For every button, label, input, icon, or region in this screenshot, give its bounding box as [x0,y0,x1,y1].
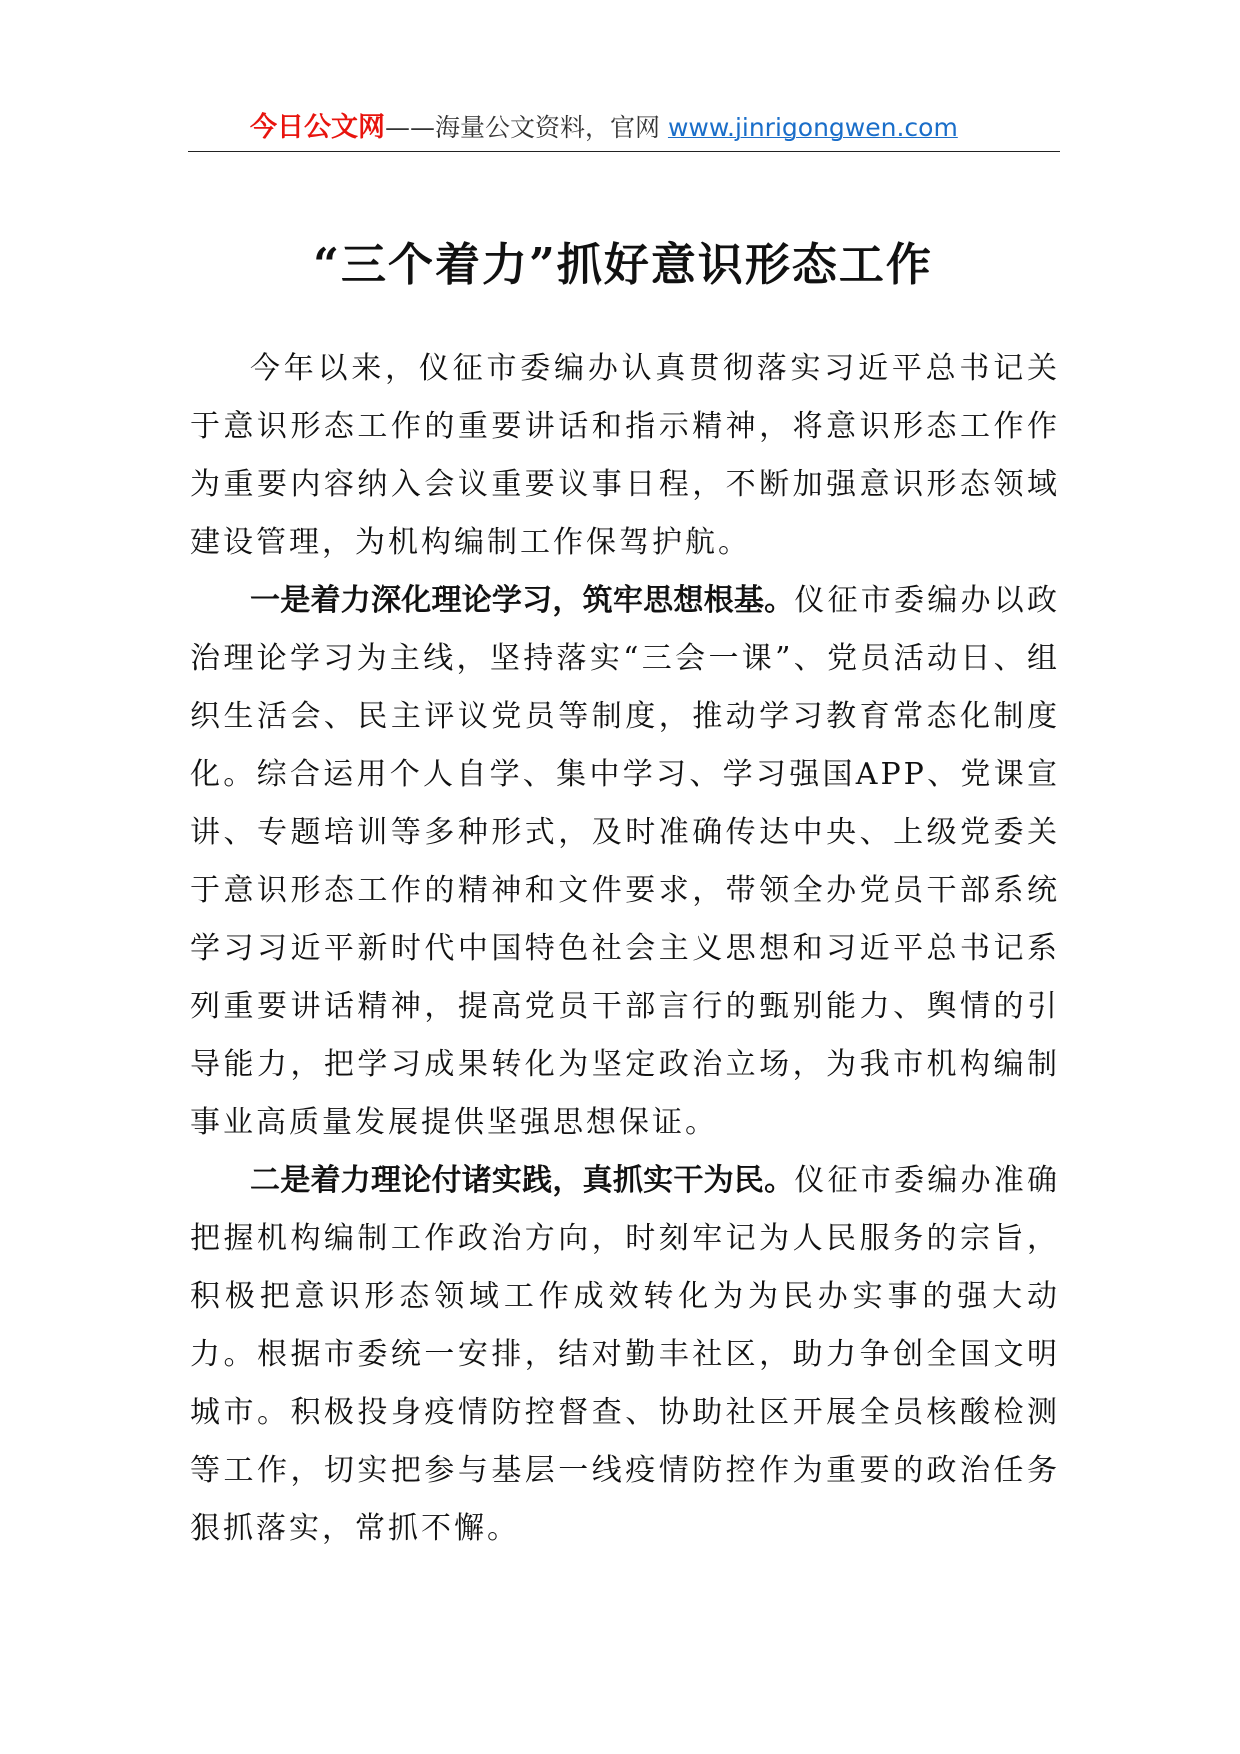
section-2-text: 仪征市委编办准确把握机构编制工作政治方向，时刻牢记为人民服务的宗旨，积极把意识形态领域工作成效转化为为民办实事的强大动力。根据市委统一安排，结对勤丰社区，助力争创全国文明城市。积极投身疫情防控督查、协助社区开展全员核酸检测等工作，切实把参与基层一线疫情防控作为重要的政治任务狠抓落实，常抓不懈。 [190,1163,1061,1546]
document-body [190,340,1060,1558]
section-2-heading: 二是着力理论付诸实践，真抓实干为民。 [250,1163,795,1198]
site-header [188,108,1060,152]
section-1-text: 仪征市委编办以政治理论学习为主线，坚持落实“三会一课”、党员活动日、组织生活会、民主评议党员等制度，推动学习教育常态化制度化。综合运用个人自学、集中学习、学习强国APP、党课宣讲、专题培训等多种形式，及时准确传达中央、上级党委关于意识形态工作的精神和文件要求，带领全办党员干部系统学习习近平新时代中国特色社会主义思想和习近平总书记系列重要讲话精神，提高党员干部言行的甄别能力、舆情的引导能力，把学习成果转化为坚定政治立场，为我市机构编制事业高质量发展提供坚强思想保证。 [190,583,1061,1140]
intro-paragraph: 今年以来，仪征市委编办认真贯彻落实习近平总书记关于意识形态工作的重要讲话和指示精神，将意识形态工作作为重要内容纳入会议重要议事日程，不断加强意识形态领域建设管理，为机构编制工作保驾护航。 [190,351,1060,560]
site-tagline: ——海量公文资料，官网 [385,113,668,142]
document-title: “三个着力”抓好意识形态工作 [313,238,933,292]
site-brand: 今日公文网 [250,112,385,143]
site-url-link[interactable]: www.jinrigongwen.com [667,113,958,142]
section-paragraph-2 [190,1152,1060,1558]
section-1-heading: 一是着力深化理论学习，筑牢思想根基。 [250,583,795,618]
section-paragraph-1 [190,572,1060,1152]
